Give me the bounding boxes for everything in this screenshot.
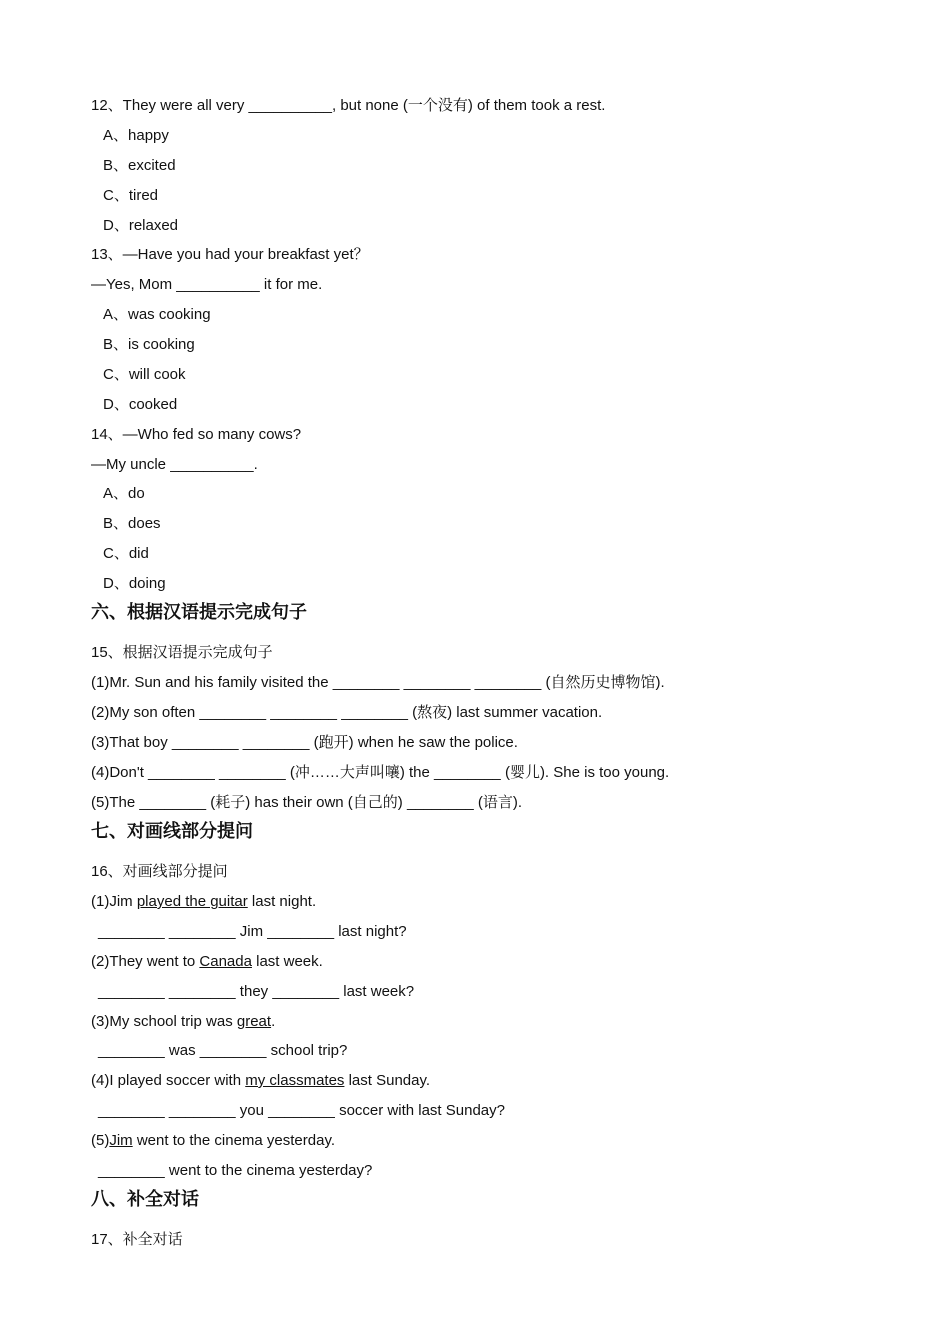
q16-item-4-pre: (4)I played soccer with <box>91 1072 246 1089</box>
q13-stem-2: —Yes, Mom __________ it for me. <box>91 276 323 293</box>
q13-option-b: B、is cooking <box>103 336 195 353</box>
q12-option-a: A、happy <box>103 127 169 144</box>
q16-item-3-answer: ________ was ________ school trip? <box>98 1042 348 1059</box>
q13-option-a: A、was cooking <box>103 306 211 323</box>
q14-option-c: C、did <box>103 545 149 562</box>
q12-option-b: B、excited <box>103 157 176 174</box>
q16-item-2-answer: ________ ________ they ________ last week? <box>98 983 415 1000</box>
q15-item-3: (3)That boy ________ ________ (跑开) when he saw the police. <box>91 734 518 751</box>
q16-item-1-underlined: played the guitar <box>136 893 248 910</box>
q13-option-d: D、cooked <box>103 396 178 413</box>
q16-item-2-underlined: Canada <box>199 953 252 970</box>
q16-item-1-pre: (1)Jim <box>91 893 137 910</box>
q16-item-2-pre: (2)They went to <box>91 953 200 970</box>
q16-item-4-answer: ________ ________ you ________ soccer with last Sunday? <box>98 1102 505 1119</box>
q16-item-4 <box>91 1071 910 1091</box>
q16-item-5 <box>91 1131 910 1151</box>
q16-item-5-pre: (5) <box>91 1132 110 1149</box>
q16-item-4-post: last Sunday. <box>344 1072 431 1089</box>
q16-item-3-post: . <box>271 1013 276 1030</box>
q12-option-d: D、relaxed <box>103 217 179 234</box>
q15-item-2: (2)My son often ________ ________ ________ (熬夜) last summer vacation. <box>91 704 603 721</box>
q14-option-a: A、do <box>103 485 145 502</box>
q15-item-1: (1)Mr. Sun and his family visited the ________ ________ ________ (自然历史博物馆). <box>91 674 665 691</box>
q16-item-1 <box>91 892 910 912</box>
q16-item-2-post: last week. <box>251 953 323 970</box>
q13-stem-1: 13、—Have you had your breakfast yet？ <box>91 246 369 263</box>
q13-option-c: C、will cook <box>103 366 186 383</box>
q16-item-1-post: last night. <box>247 893 317 910</box>
section-8-heading: 八、补全对话 <box>91 1189 199 1210</box>
q14-option-b: B、does <box>103 515 161 532</box>
q16-title: 16、对画线部分提问 <box>91 863 228 880</box>
q15-item-4: (4)Don't ________ ________ (冲……大声叫嚷) the ________ (婴儿). She is too young. <box>91 764 670 781</box>
q16-item-3-underlined: great <box>236 1013 272 1030</box>
q16-item-2 <box>91 952 910 972</box>
q12-stem: 12、They were all very __________, but none (一个没有) of them took a rest. <box>91 97 606 114</box>
q16-item-3 <box>91 1012 910 1032</box>
q16-item-5-answer: ________ went to the cinema yesterday? <box>98 1162 373 1179</box>
q14-option-d: D、doing <box>103 575 166 592</box>
q14-stem-1: 14、—Who fed so many cows? <box>91 426 302 443</box>
q16-item-1-answer: ________ ________ Jim ________ last night? <box>98 923 407 940</box>
q17-title: 17、补全对话 <box>91 1231 183 1248</box>
q15-title: 15、根据汉语提示完成句子 <box>91 644 273 661</box>
q16-item-5-underlined: Jim <box>109 1132 133 1149</box>
q16-item-3-pre: (3)My school trip was <box>91 1013 237 1030</box>
q16-item-5-post: went to the cinema yesterday. <box>132 1132 335 1149</box>
q16-item-4-underlined: my classmates <box>245 1072 345 1089</box>
section-7-heading: 七、对画线部分提问 <box>91 821 253 842</box>
q12-option-c: C、tired <box>103 187 159 204</box>
section-6-heading: 六、根据汉语提示完成句子 <box>91 602 307 623</box>
q15-item-5: (5)The ________ (耗子) has their own (自己的) ________ (语言). <box>91 794 523 811</box>
q14-stem-2: —My uncle __________. <box>91 456 258 473</box>
